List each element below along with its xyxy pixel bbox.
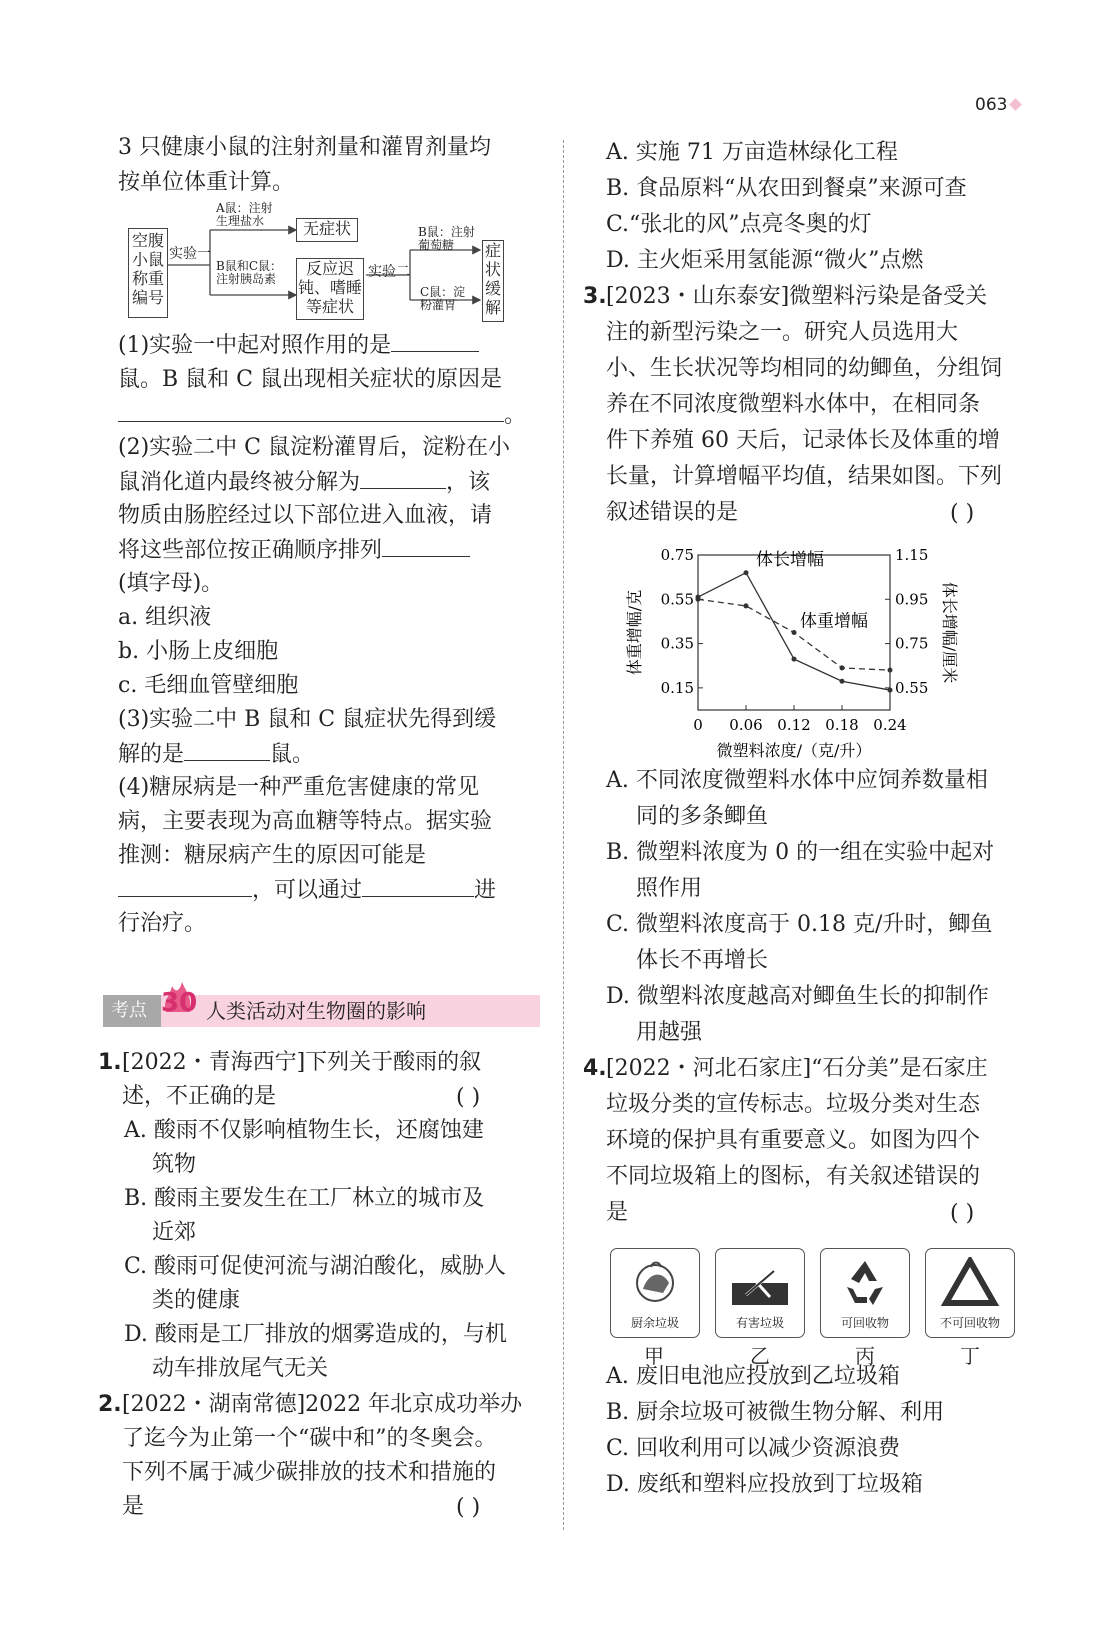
bin-caption-jia: 甲: [644, 1344, 664, 1368]
problem-4-line-1: [2022・河北石家庄]“石分美”是石家庄: [606, 1056, 988, 1081]
p2-option-a: A. 实施 71 万亩造林绿化工程: [606, 140, 898, 165]
x-axis-label: 微塑料浓度/（克/升）: [716, 741, 872, 760]
problem-2-line-1: [2022・湖南常德]2022 年北京成功举办: [122, 1392, 523, 1417]
kitchen-waste-icon: [623, 1257, 687, 1309]
q3-line-2: [118, 736, 314, 773]
problem-4-number: 4.: [583, 1056, 607, 1081]
series-label-body-length: 体长增幅: [756, 550, 824, 570]
series-label-body-weight: 体重增幅: [800, 611, 868, 632]
q2-blank-2[interactable]: [382, 532, 470, 557]
problem-3-line-4: 养在不同浓度微塑料水体中，在相同条: [606, 392, 981, 417]
x-tick-label: 0.06: [729, 716, 763, 734]
q3-text-b2: 鼠。: [270, 742, 315, 767]
problem-1-number: 1.: [98, 1050, 122, 1075]
q4-text-d2: ，可以通过: [252, 878, 363, 903]
p3-option-c-2: 体长不再增长: [636, 948, 769, 973]
c-mouse-label: C鼠：淀粉灌胃: [420, 285, 466, 312]
p4-option-d: D. 废纸和塑料应投放到丁垃圾箱: [606, 1472, 923, 1497]
p2-option-d: D. 主火炬采用氢能源“微火”点燃: [606, 248, 924, 273]
y-left-tick-label: 0.55: [660, 590, 694, 609]
recyclable-bin: [820, 1248, 910, 1338]
q2-text-b2: ，该: [446, 470, 491, 495]
q1-blank-1[interactable]: [391, 327, 479, 352]
problem-3-line-2: 注的新型污染之一。研究人员选用大: [606, 320, 959, 345]
intro-line-1: 3 只健康小鼠的注射剂量和灌胃剂量均: [118, 135, 491, 160]
bin-caption-yi: 乙: [750, 1344, 770, 1368]
series-1-point: [888, 668, 893, 673]
x-tick-label: 0.24: [873, 716, 907, 734]
recyclable-icon: [833, 1257, 897, 1309]
hazardous-waste-icon: [728, 1257, 792, 1309]
x-tick-label: 0: [693, 716, 703, 734]
series-0-point: [744, 570, 749, 575]
p3-option-b-1: B. 微塑料浓度为 0 的一组在实验中起对: [606, 840, 995, 865]
x-tick-label: 0.18: [825, 716, 859, 734]
series-1-point: [840, 665, 845, 670]
option-c: c. 毛细血管壁细胞: [118, 673, 299, 698]
series-0-point: [840, 679, 845, 684]
series-1-point: [696, 597, 701, 602]
q2-text-c: 物质由肠腔经过以下部位进入血液，请: [118, 503, 493, 528]
q3-text-b: 解的是: [118, 742, 185, 767]
column-divider: [563, 140, 564, 1530]
q4-blank-1[interactable]: [118, 872, 252, 897]
p1-option-a-2: 筑物: [152, 1152, 197, 1177]
experiment-1-label: 实验一: [169, 246, 211, 262]
p2-option-c: C.“张北的风”点亮冬奥的灯: [606, 212, 872, 237]
series-1-point: [792, 630, 797, 635]
bin-caption-ding: 丁: [960, 1344, 980, 1368]
p4-option-a: A. 废旧电池应投放到乙垃圾箱: [606, 1364, 900, 1389]
non-recyclable-bin: [925, 1248, 1015, 1338]
hazardous-waste-bin: [715, 1248, 805, 1338]
y-left-tick-label: 0.35: [660, 634, 694, 653]
a-mouse-label: A鼠：注射生理盐水: [216, 201, 273, 228]
non-recyclable-icon: [938, 1257, 1002, 1309]
b-mouse-label: B鼠：注射葡萄糖: [418, 225, 475, 252]
q1-text-b: 鼠。B 鼠和 C 鼠出现相关症状的原因是: [118, 367, 502, 392]
q2-text-b: 鼠消化道内最终被分解为: [118, 470, 361, 495]
problem-3-line-6: 长量，计算增幅平均值，结果如图。下列: [606, 464, 1003, 489]
problem-1-answer-paren[interactable]: ( ): [456, 1085, 481, 1110]
problem-2-number: 2.: [98, 1392, 122, 1417]
intro-line-2: 按单位体重计算。: [118, 170, 295, 195]
problem-2-line-2: 了迄今为止第一个“碳中和”的冬奥会。: [122, 1426, 497, 1451]
page-number: 063: [975, 95, 1008, 115]
problem-1-line-1: [2022・青海西宁]下列关于酸雨的叙: [122, 1050, 482, 1075]
p3-option-d-2: 用越强: [636, 1020, 703, 1045]
q2-text-e: (填字母)。: [118, 571, 224, 596]
p1-option-d-2: 动车排放尾气无关: [152, 1356, 329, 1381]
topic-number: 30: [161, 988, 198, 1018]
problem-2-answer-paren[interactable]: ( ): [456, 1495, 481, 1520]
series-0-point: [888, 688, 893, 693]
q4-text-c: 推测：糖尿病产生的原因可能是: [118, 843, 427, 868]
q4-text-e: 行治疗。: [118, 911, 207, 936]
problem-4-line-2: 垃圾分类的宣传标志。垃圾分类对生态: [606, 1092, 981, 1117]
series-0-point: [792, 657, 797, 662]
y-right-axis-label: 体长增幅/厘米: [940, 581, 959, 684]
problem-4-line-5: 是: [606, 1200, 629, 1225]
q2-blank-1[interactable]: [360, 464, 446, 489]
microplastic-line-chart: [620, 535, 1020, 760]
q2-line-2: [118, 464, 490, 501]
topic-title: 人类活动对生物圈的影响: [206, 999, 426, 1023]
bc-result-box: 反应迟钝、嗜睡等症状: [296, 258, 364, 320]
problem-1-line-2: 述，不正确的是: [122, 1084, 277, 1109]
bin-label-hazardous: 有害垃圾: [735, 1316, 784, 1330]
q4-blank-2[interactable]: [362, 872, 474, 897]
bin-caption-bing: 丙: [855, 1344, 875, 1368]
experiment-2-label: 实验二: [368, 264, 410, 280]
problem-3-line-7: 叙述错误的是: [606, 500, 739, 525]
option-a: a. 组织液: [118, 605, 212, 630]
p1-option-b-2: 近郊: [152, 1220, 197, 1245]
kitchen-waste-bin: [610, 1248, 700, 1338]
bin-label-non-recyclable: 不可回收物: [939, 1316, 1000, 1330]
p3-option-d-1: D. 微塑料浓度越高对鲫鱼生长的抑制作: [606, 984, 989, 1009]
q3-blank[interactable]: [184, 736, 270, 761]
end-box: 症状缓解: [482, 240, 504, 322]
p3-option-c-1: C. 微塑料浓度高于 0.18 克/升时，鲫鱼: [606, 912, 993, 937]
x-tick-label: 0.12: [777, 716, 811, 734]
p4-option-c: C. 回收利用可以减少资源浪费: [606, 1436, 901, 1461]
p1-option-d-1: D. 酸雨是工厂排放的烟雾造成的，与机: [124, 1322, 507, 1347]
q4-text-b: 病，主要表现为高血糖等特点。据实验: [118, 809, 493, 834]
y-right-tick-label: 0.95: [895, 590, 929, 609]
p1-option-a-1: A. 酸雨不仅影响植物生长，还腐蚀建: [124, 1118, 484, 1143]
p1-option-b-1: B. 酸雨主要发生在工厂林立的城市及: [124, 1186, 485, 1211]
p2-option-b: B. 食品原料“从农田到餐桌”来源可查: [606, 176, 967, 201]
option-b: b. 小肠上皮细胞: [118, 639, 279, 664]
q2-text-d: 将这些部位按正确顺序排列: [118, 538, 383, 563]
q3-text-a: (3)实验二中 B 鼠和 C 鼠症状先得到缓: [118, 707, 497, 732]
q4-text-d3: 进: [474, 878, 497, 903]
p1-option-c-1: C. 酸雨可促使河流与湖泊酸化，威胁人: [124, 1254, 507, 1279]
problem-2-line-4: 是: [122, 1494, 145, 1519]
bc-mouse-label: B鼠和C鼠：注射胰岛素: [216, 259, 283, 286]
q2-text-a: (2)实验二中 C 鼠淀粉灌胃后，淀粉在小: [118, 435, 510, 460]
q2-line-4: [118, 532, 470, 569]
start-box: 空腹小鼠称重编号: [128, 228, 168, 318]
q4-text-a: (4)糖尿病是一种严重危害健康的常见: [118, 775, 480, 800]
experiment-flowchart: [128, 201, 538, 338]
problem-3-number: 3.: [583, 284, 607, 309]
q1-blank-2[interactable]: [118, 397, 504, 422]
q1-line-1: [118, 327, 479, 364]
problem-2-line-3: 下列不属于减少碳排放的技术和措施的: [122, 1460, 497, 1485]
p4-option-b: B. 厨余垃圾可被微生物分解、利用: [606, 1400, 945, 1425]
y-left-tick-label: 0.15: [660, 678, 694, 697]
y-left-axis-label: 体重增幅/克: [625, 589, 644, 676]
y-right-tick-label: 0.55: [895, 678, 929, 697]
p3-option-a-1: A. 不同浓度微塑料水体中应饲养数量相: [606, 768, 988, 793]
page-number-decoration: [1009, 98, 1022, 111]
problem-3-line-3: 小、生长状况等均相同的幼鲫鱼，分组饲: [606, 356, 1003, 381]
p3-option-a-2: 同的多条鲫鱼: [636, 804, 769, 829]
bin-label-recyclable: 可回收物: [840, 1316, 889, 1330]
q1-line-3: 。: [118, 397, 526, 434]
topic-tag: 考点: [103, 995, 161, 1027]
problem-3-line-1: [2023・山东泰安]微塑料污染是备受关: [606, 284, 988, 309]
y-right-tick-label: 0.75: [895, 634, 929, 653]
problem-3-answer-paren[interactable]: ( ): [950, 501, 975, 526]
problem-4-line-3: 环境的保护具有重要意义。如图为四个: [606, 1128, 981, 1153]
bin-label-kitchen: 厨余垃圾: [630, 1316, 679, 1330]
a-result-box: 无症状: [296, 218, 358, 242]
problem-3-line-5: 件下养殖 60 天后，记录体长及体重的增: [606, 428, 1000, 453]
p3-option-b-2: 照作用: [636, 876, 703, 901]
problem-4-answer-paren[interactable]: ( ): [950, 1201, 975, 1226]
series-1-point: [744, 603, 749, 608]
y-right-tick-label: 1.15: [895, 546, 929, 564]
q4-line-4: [118, 872, 496, 909]
problem-4-line-4: 不同垃圾箱上的图标，有关叙述错误的: [606, 1164, 981, 1189]
y-left-tick-label: 0.75: [660, 546, 694, 564]
p1-option-c-2: 类的健康: [152, 1288, 241, 1313]
q1-text-a: (1)实验一中起对照作用的是: [118, 333, 392, 358]
